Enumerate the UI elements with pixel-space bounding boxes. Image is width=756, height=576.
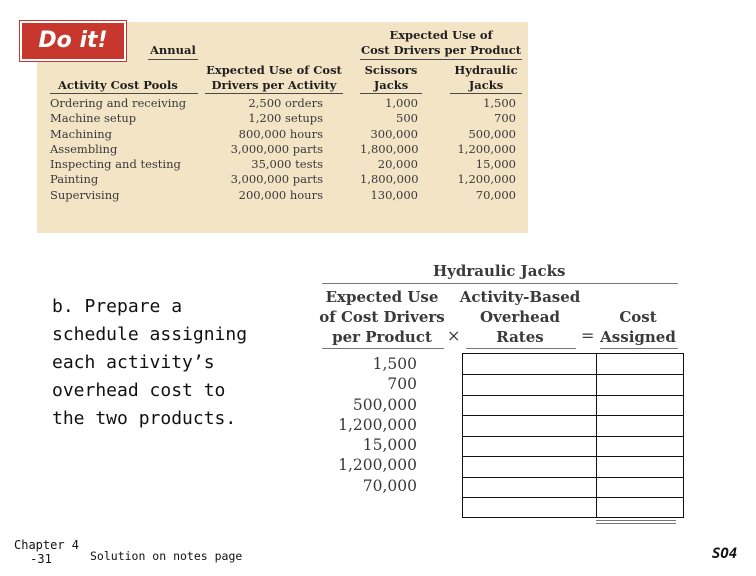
- table-row-expected: 1,200 setups: [248, 111, 323, 126]
- expected-use-values: [330, 354, 417, 496]
- total-double-rule-bottom: [596, 523, 676, 524]
- table-row-scissors: 20,000: [377, 157, 418, 172]
- col-expected-rule: [205, 93, 343, 94]
- table-row-expected: 35,000 tests: [251, 157, 323, 172]
- expected-use-value: 1,200,000: [338, 456, 417, 475]
- scissors-column: [360, 96, 418, 203]
- table-row-hydraulic: 700: [494, 111, 516, 126]
- total-double-rule-top: [596, 520, 676, 521]
- col-rates-header-3: Rates: [496, 328, 544, 346]
- col-hydraulic-rule: [450, 93, 522, 94]
- cost-drivers-header-1: Expected Use of: [389, 28, 493, 42]
- table-row-pool: Ordering and receiving: [50, 96, 187, 110]
- col-pools-header: Activity Cost Pools: [58, 78, 178, 92]
- grid-row-divider: [463, 395, 683, 396]
- table-row-hydraulic: 15,000: [475, 157, 516, 172]
- equals-operator: =: [581, 326, 595, 345]
- col-scissors-rule: [360, 93, 422, 94]
- expected-use-value: 70,000: [362, 476, 417, 495]
- grid-row-divider: [463, 497, 683, 498]
- grid-row-divider: [463, 477, 683, 478]
- col-rates-header-1: Activity-Based: [459, 288, 581, 306]
- table-row-scissors: 1,800,000: [360, 141, 419, 156]
- col-rates-rule: [466, 348, 576, 349]
- table-row-expected: 200,000 hours: [238, 187, 323, 202]
- col-expected-header-2: Drivers per Activity: [211, 78, 337, 92]
- expected-use-value: 1,200,000: [338, 415, 417, 434]
- annual-rule: [148, 59, 198, 60]
- instruction-text: b. Prepare a schedule assigning each activity’s overhead cost to the two products.: [52, 296, 248, 429]
- col-pools-rule: [50, 93, 198, 94]
- table-row-expected: 3,000,000 parts: [230, 141, 323, 156]
- grid-row-divider: [463, 436, 683, 437]
- chapter-label-line1: Chapter 4: [14, 538, 80, 552]
- col-scissors-header-2: Jacks: [373, 78, 409, 92]
- answer-grid: [462, 353, 684, 518]
- table-row-hydraulic: 500,000: [468, 126, 516, 141]
- table-row-expected: 800,000 hours: [238, 126, 323, 141]
- grid-row-divider: [463, 374, 683, 375]
- expected-use-value: 500,000: [352, 395, 417, 414]
- col-scissors-header-1: Scissors: [364, 63, 418, 77]
- cost-drivers-header-2: Cost Drivers per Product: [360, 43, 522, 57]
- table-row-hydraulic: 1,500: [483, 96, 516, 110]
- times-operator: ×: [447, 326, 461, 345]
- col-rates-header-2: Overhead: [480, 308, 560, 326]
- chapter-label-line2: -31: [30, 552, 52, 566]
- table-row-scissors: 1,800,000: [360, 172, 419, 187]
- col-cost-rule: [600, 348, 678, 349]
- table-row-pool: Machining: [50, 126, 113, 141]
- table-row-scissors: 1,000: [385, 96, 418, 110]
- table-row-pool: Painting: [50, 172, 99, 187]
- table-row-hydraulic: 1,200,000: [457, 172, 516, 187]
- table-row-pool: Supervising: [50, 187, 120, 202]
- col-expected-use-rule: [322, 348, 444, 349]
- table-row-expected: 2,500 orders: [248, 96, 323, 110]
- table-row-expected: 3,000,000 parts: [230, 172, 323, 187]
- hydraulic-column: [430, 96, 516, 203]
- col-cost-header-2: Assigned: [600, 328, 676, 346]
- pools-column: [50, 96, 210, 203]
- col-expected-header-1: Expected Use of Cost: [206, 63, 342, 77]
- col-expected-use-header-1: Expected Use: [325, 288, 439, 306]
- table-row-scissors: 130,000: [370, 187, 418, 202]
- grid-column-divider: [596, 354, 597, 517]
- chapter-label: [14, 538, 80, 566]
- expected-column: [205, 96, 343, 203]
- table-row-hydraulic: 70,000: [475, 187, 516, 202]
- expected-use-value: 1,500: [372, 355, 417, 373]
- table-row-scissors: 300,000: [370, 126, 418, 141]
- cost-drivers-rule: [360, 59, 522, 60]
- table-row-scissors: 500: [396, 111, 418, 126]
- expected-use-value: 700: [387, 375, 417, 394]
- col-hydraulic-header-2: Jacks: [468, 78, 504, 92]
- schedule-title: Hydraulic Jacks: [433, 262, 566, 280]
- col-expected-use-header-2: of Cost Drivers: [319, 308, 445, 326]
- study-objective-label: SO4: [712, 546, 738, 562]
- solution-note: Solution on notes page: [90, 549, 243, 563]
- table-row-pool: Assembling: [50, 141, 118, 156]
- annual-header: Annual: [150, 43, 196, 57]
- col-expected-use-header-3: per Product: [332, 328, 432, 346]
- table-row-pool: Inspecting and testing: [50, 157, 181, 172]
- grid-row-divider: [463, 415, 683, 416]
- grid-row-divider: [463, 456, 683, 457]
- col-hydraulic-header-1: Hydraulic: [454, 63, 518, 77]
- schedule-title-rule: [322, 283, 678, 284]
- expected-use-value: 15,000: [362, 436, 417, 455]
- table-row-hydraulic: 1,200,000: [457, 141, 516, 156]
- table-row-pool: Machine setup: [50, 111, 137, 126]
- do-it-badge: Do it!: [20, 21, 126, 61]
- col-cost-header-1: Cost: [619, 308, 657, 326]
